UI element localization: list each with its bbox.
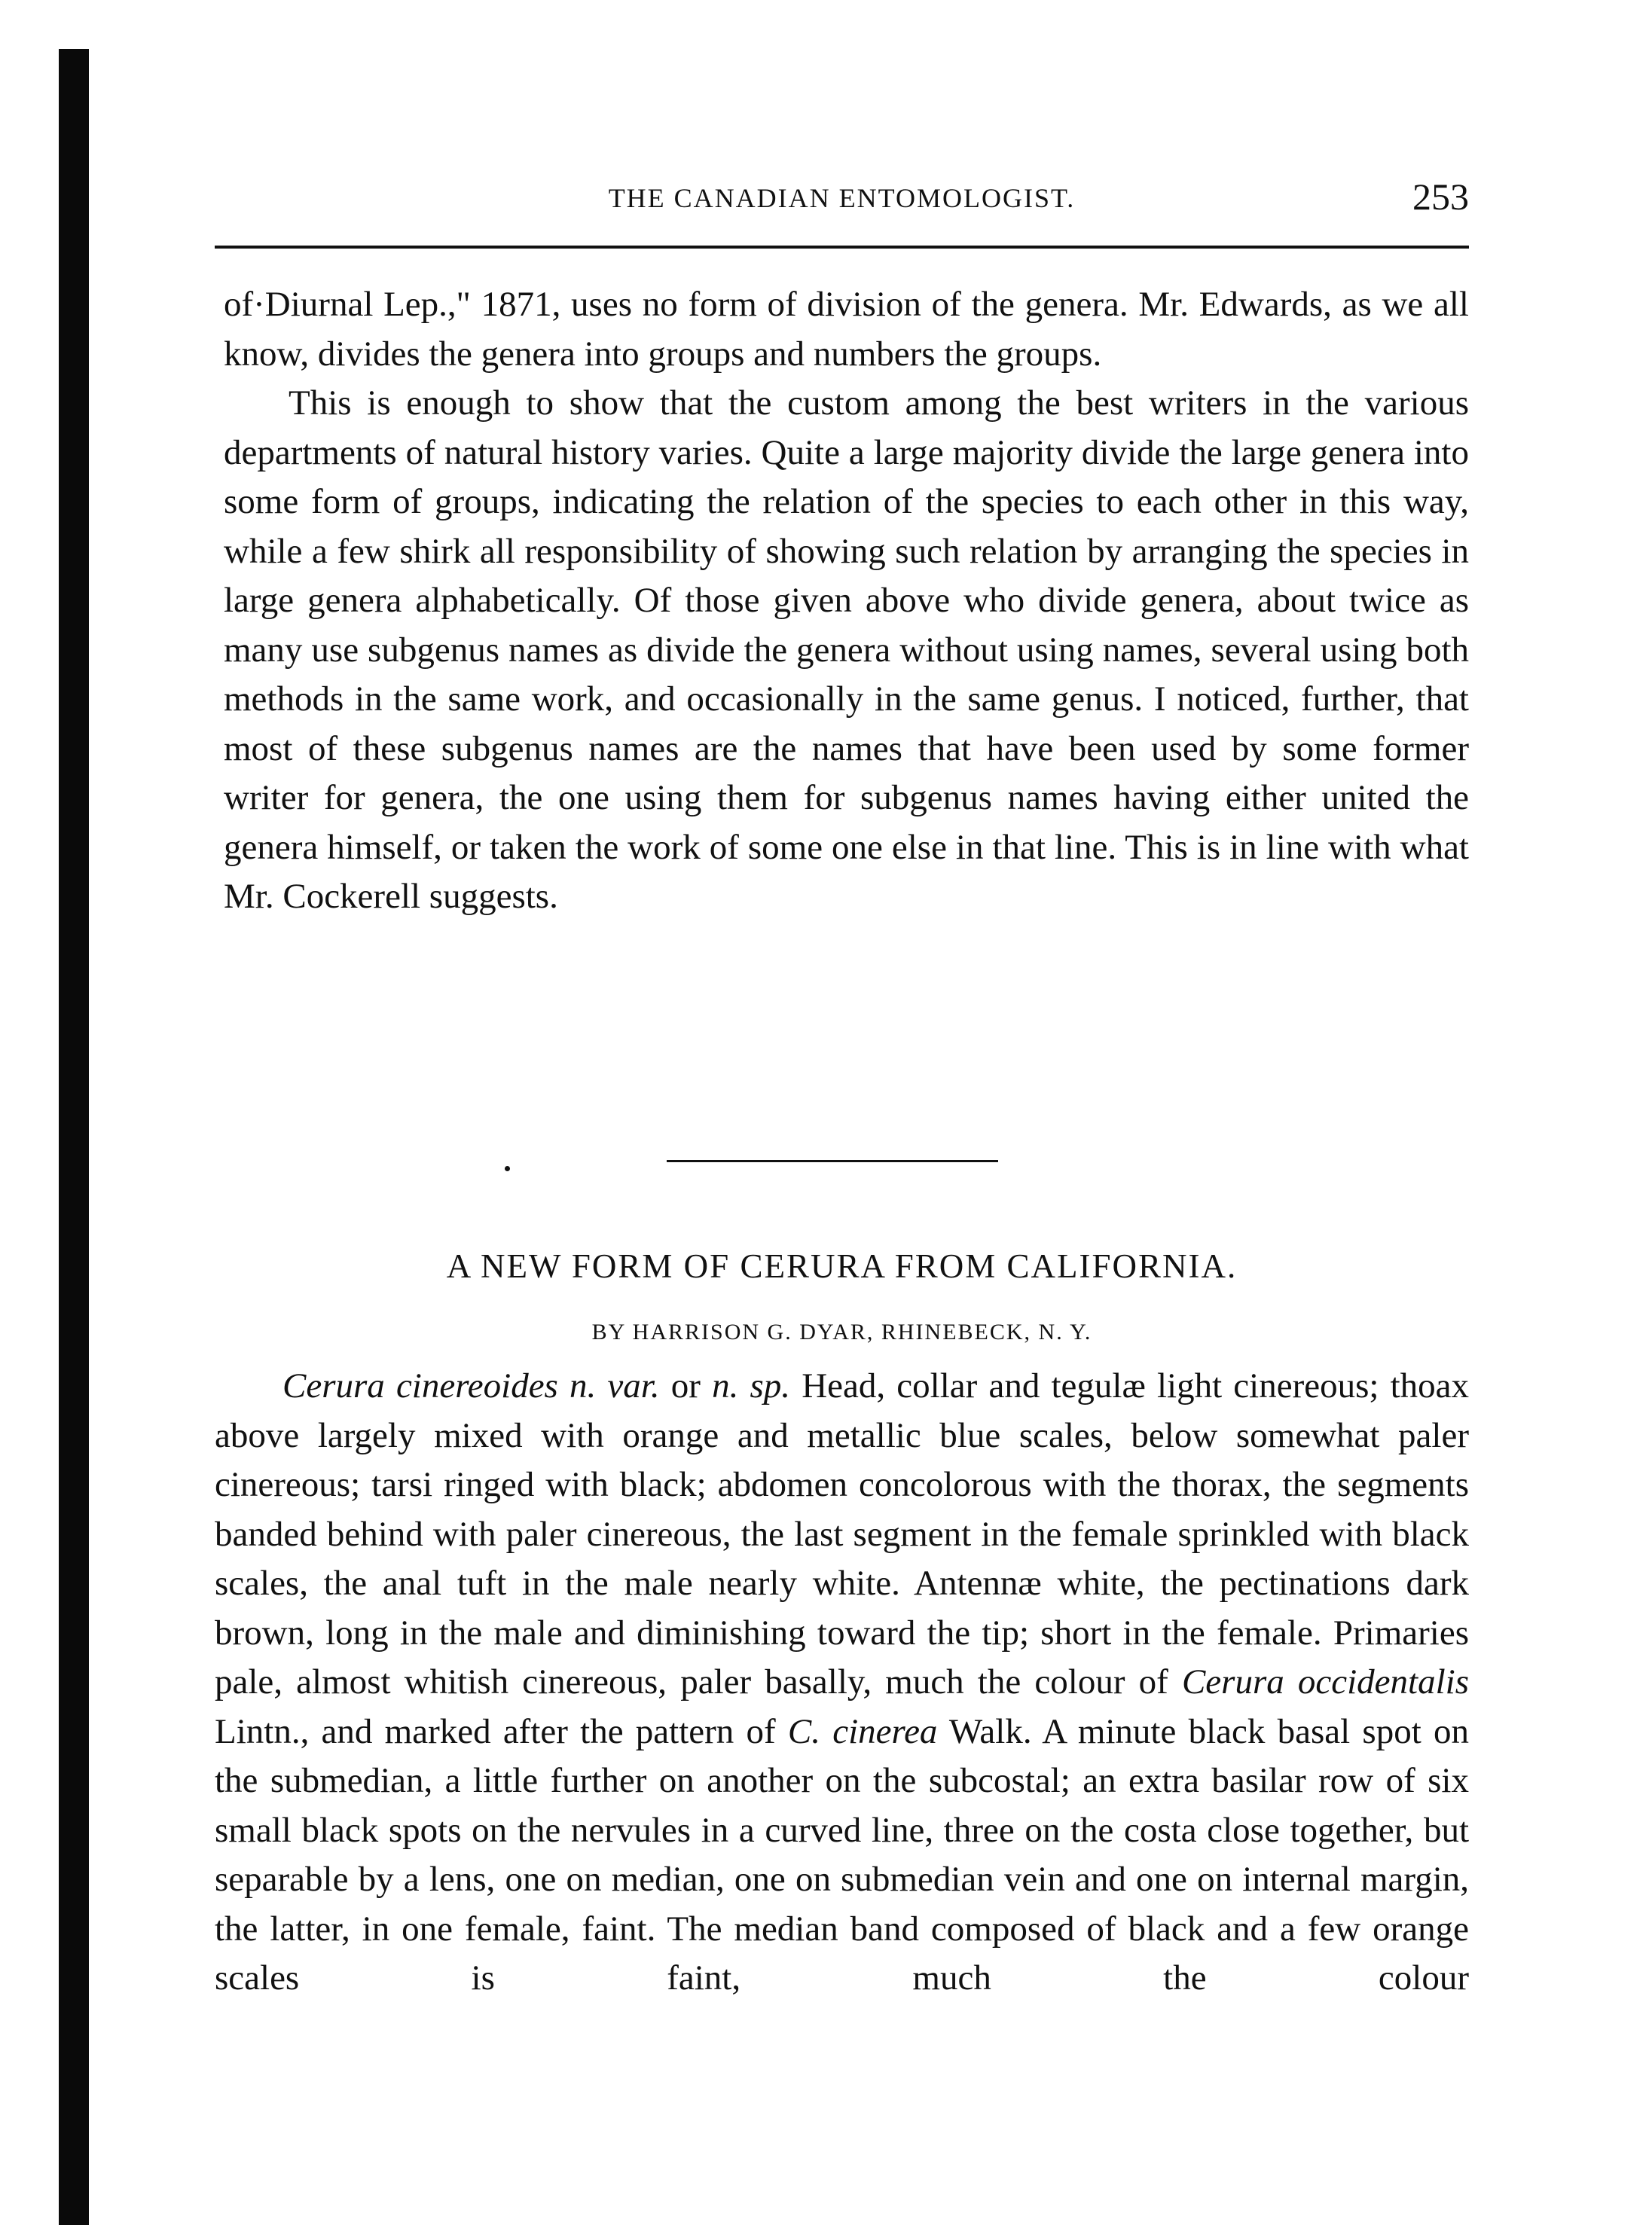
species-description xyxy=(215,1362,1469,2004)
species-alt: n. sp. xyxy=(712,1366,791,1406)
description-text: Lintn., and marked after the pattern of xyxy=(215,1711,776,1751)
description-text: Head, collar and tegulæ light cinereous; thoax above largely mixed with orange and metallic blue scales, below somewhat paler cinereous; tarsi ringed with black; abdomen concolorous with the thorax, the segments banded behind with paler cinereous, the last segment in the female sprinkled with black scales, the anal tuft in the male nearly white. Antennæ white, the pectinations dark brown, long in the male and diminishing toward the tip; short in the female. Primaries pale, almost whitish cinereous, paler basally, much the colour of xyxy=(215,1366,1470,1702)
reference-species: C. cinerea xyxy=(787,1711,938,1751)
running-head xyxy=(215,175,1469,220)
header-rule xyxy=(215,246,1469,249)
paragraph: of·Diurnal Lep.," 1871, uses no form of division of the genera. Mr. Edwards, as we all know, divides the genera into groups and numbers the groups. xyxy=(224,285,1469,374)
section-divider xyxy=(667,1160,998,1162)
species-alt-prefix: or xyxy=(670,1366,701,1406)
page-number: 253 xyxy=(1412,175,1469,218)
journal-title: THE CANADIAN ENTOMOLOGIST. xyxy=(608,183,1076,213)
reference-species: Cerura occidentalis xyxy=(1181,1662,1469,1702)
species-name: Cerura cinereoides n. var. xyxy=(282,1366,660,1406)
article-title: A NEW FORM OF CERURA FROM CALIFORNIA. xyxy=(446,1247,1238,1285)
paragraph xyxy=(215,1362,1469,2004)
paragraph: This is enough to show that the custom among the best writers in the various departments of natural history varies. Quite a large majority divide the large genera into some form of groups, indicating the relation of the species to each other in this way, while a few shirk all responsibility of showing such relation by arranging the species in large genera alphabetically. Of those given above who divide genera, about twice as many use subgenus names as divide the genera without using names, several using both methods in the same work, and occasionally in the same genus. I noticed, further, that most of these subgenus names are the names that have been used by some former writer for genera, the one using them for subgenus names having either united the genera himself, or taken the work of some one else in that line. This is in line with what Mr. Cockerell suggests. xyxy=(224,383,1469,916)
continued-article xyxy=(224,280,1469,922)
book-spine-shadow xyxy=(59,49,89,2225)
stray-mark xyxy=(505,1166,510,1171)
description-text: Walk. A minute black basal spot on the submedian, a little further on another on the subcostal; an extra basilar row of six small black spots on the nervules in a curved line, three on the costa close together, but separable by a lens, one on median, one on submedian vein and one on internal margin, the latter, in one female, faint. The median band composed of black and a few orange scales is faint, much the colour xyxy=(215,1711,1469,1998)
article-byline: BY HARRISON G. DYAR, RHINEBECK, N. Y. xyxy=(591,1320,1092,1344)
